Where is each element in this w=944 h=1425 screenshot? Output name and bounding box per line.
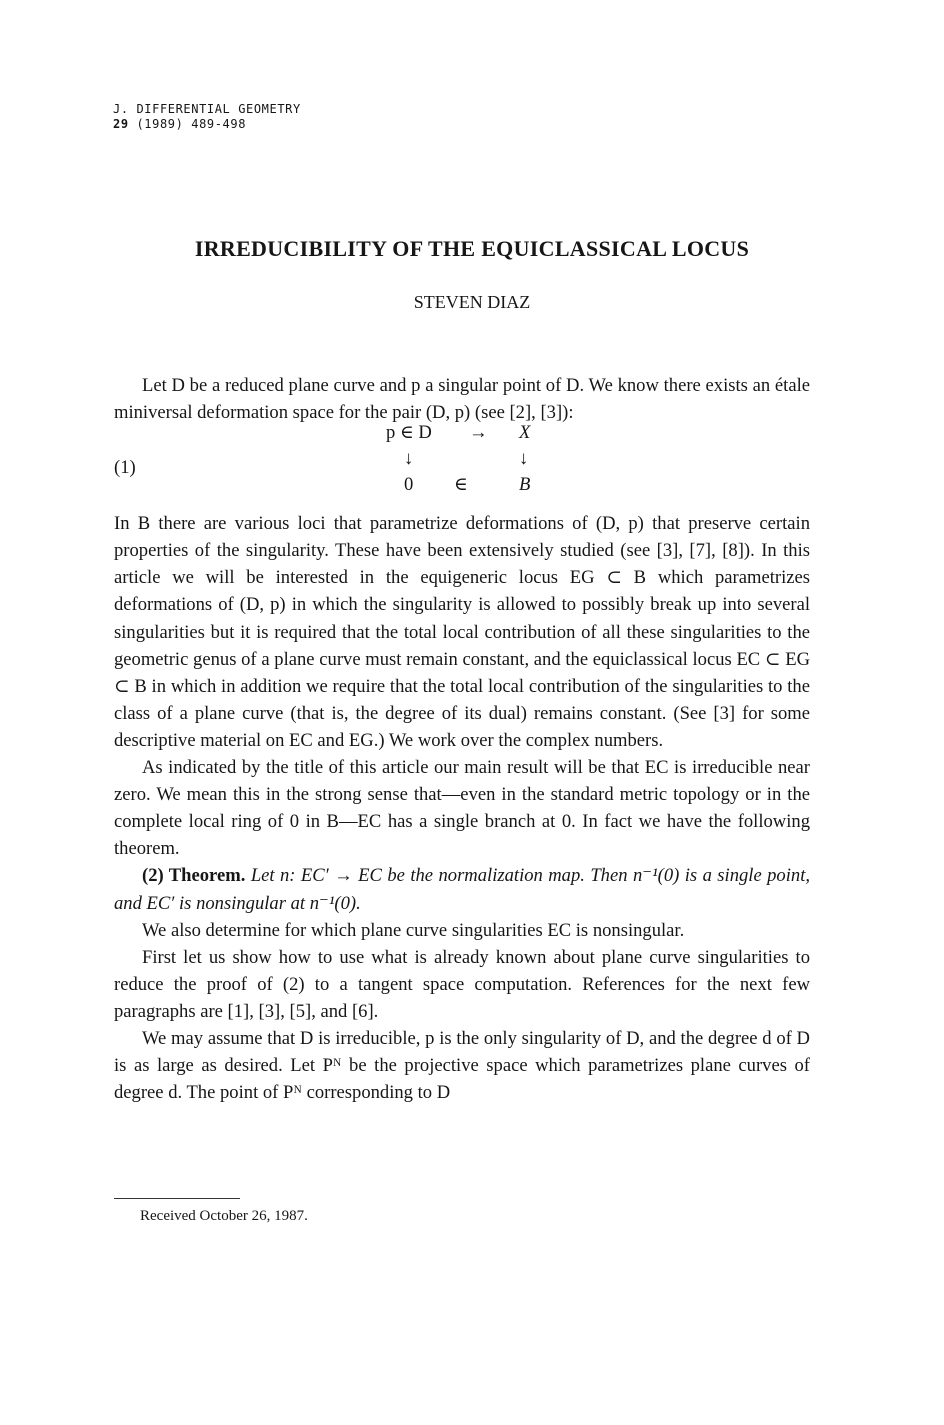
footnote-received: Received October 26, 1987. [140,1208,308,1224]
journal-header [113,102,301,132]
paragraph-nonsingular: We also determine for which plane curve singularities EC is nonsingular. [142,919,685,941]
diagram-top-right: X [519,422,531,444]
diagram-right-arrow: ↓ [519,448,529,470]
commutative-diagram [114,422,810,510]
paper-body [114,372,810,1106]
theorem-label: (2) Theorem. [142,865,246,887]
equation-number: (1) [114,457,136,479]
diagram-bottom-mid: ∈ [454,474,468,496]
diagram-top-arrow: → [469,422,488,444]
paragraph-reduction: First let us show how to use what is already known about plane curve singularities to reduce the proof of (2) to a tangent space computation. References for the next few paragraphs are [1], [3], [5], and [6]. [114,946,810,1022]
journal-name: J. DIFFERENTIAL GEOMETRY [113,102,301,116]
footnote-divider [114,1198,240,1199]
paper-title: IRREDUCIBILITY OF THE EQUICLASSICAL LOCUS [194,236,750,261]
journal-year-pages: (1989) 489-498 [136,117,247,131]
theorem-statement: Let n: EC′ → EC be the normalization map. Then n⁻¹(0) is a single point, and EC′ is nonsingular at n⁻¹(0). [114,865,811,914]
paragraph-assumptions: We may assume that D is irreducible, p is the only singularity of D, and the degree d of D is as large as desired. Let Pᴺ be the projective space which parametrizes plane curves of degree d. The point of Pᴺ corresponding to D [114,1027,810,1104]
diagram-top-left: p ∈ D [386,422,432,444]
diagram-bottom-right: B [519,474,531,496]
journal-volume: 29 [113,117,129,131]
diagram-bottom-left: 0 [404,474,414,496]
paragraph-intro: Let D be a reduced plane curve and p a singular point of D. We know there exists an étale miniversal deformation space for the pair (D, p) (see [2], [3]): [114,375,810,424]
journal-volume-line [113,117,301,132]
paper-author: STEVEN DIAZ [413,292,531,312]
theorem-2 [114,862,810,916]
paragraph-main-result: As indicated by the title of this article our main result will be that EC is irreducible near zero. We mean this in the strong sense that—even in the standard metric topology or in the complete local ring of 0 in B—EC has a single branch at 0. In fact we have the following theorem. [114,757,810,860]
diagram-left-arrow: ↓ [404,448,414,470]
paragraph-loci: In B there are various loci that parametrize deformations of (D, p) that preserve certain properties of the singularity. These have been extensively studied (see [3], [7], [8]). In this article we will be interested in the equigeneric locus EG ⊂ B which parametrizes deformations of (D, p) in which the singularity is allowed to possibly break up into several singularities but it is required that the total local contribution of all these singularities to the geometric genus of a plane curve must remain constant, and the equiclassical locus EC ⊂ EG ⊂ B in which in addition we require that the total local contribution of the singularities to the class of a plane curve (that is, the degree of its dual) remains constant. (See [3] for some descriptive material on EC and EG.) We work over the complex numbers. [114,513,810,751]
